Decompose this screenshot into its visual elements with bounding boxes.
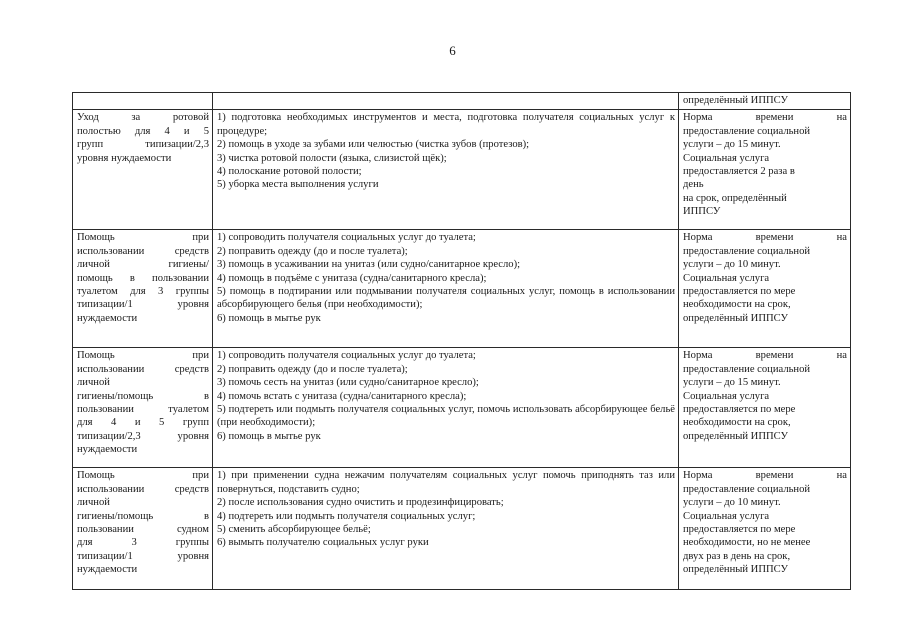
service-name-line: полостью для 4 и 5 xyxy=(77,125,209,137)
service-step: 4) помощь в подъёме с унитаза (судна/санитарного кресла); xyxy=(217,272,487,284)
service-name-line: использовании средств xyxy=(77,363,209,375)
norm-line: необходимости на срок, xyxy=(683,417,791,429)
norm-line: ИППСУ xyxy=(683,206,721,218)
norm-line: определённый ИППСУ xyxy=(683,430,789,442)
service-norm-cell xyxy=(679,110,851,230)
service-step: 5) помощь в подтирании или подмывании получателя социальных услуг, помощь в использовании абсорбирующего белья (при необходимости); xyxy=(217,286,675,311)
service-name-line: нуждаемости xyxy=(77,312,138,324)
service-name-line: групп типизации/2,3 xyxy=(77,139,209,151)
service-name-line: гигиены/помощь в xyxy=(77,390,209,402)
service-name-line: туалетом для 3 группы xyxy=(77,286,209,298)
table-row xyxy=(73,348,851,468)
norm-line: предоставляется по мере xyxy=(683,286,796,298)
service-name-line: гигиены/помощь в xyxy=(77,510,209,522)
norm-line: Социальная услуга xyxy=(683,390,770,402)
service-step: 6) вымыть получателю социальных услуг руки xyxy=(217,537,429,549)
service-name-line: личной xyxy=(77,497,110,509)
service-name-cell xyxy=(73,110,213,230)
norm-line: определённый ИППСУ xyxy=(683,312,789,324)
service-name-line: пользовании судном xyxy=(77,524,209,536)
norm-line: услуги – до 10 минут. xyxy=(683,259,781,271)
service-step: 1) сопроводить получателя социальных услуг до туалета; xyxy=(217,232,476,244)
service-name-line: нуждаемости xyxy=(77,444,138,456)
services-table xyxy=(72,92,851,590)
norm-line: Норма времени на xyxy=(683,470,847,482)
norm-line: Социальная услуга xyxy=(683,272,770,284)
service-name-line: для 4 и 5 групп xyxy=(77,417,209,429)
norm-line: предоставление социальной xyxy=(683,483,811,495)
table-row xyxy=(73,468,851,590)
service-name-line: типизации/1 уровня xyxy=(77,299,209,311)
norm-line: необходимости, но не менее xyxy=(683,537,811,549)
service-name-line: уровня нуждаемости xyxy=(77,152,172,164)
table-row xyxy=(73,93,851,110)
norm-line: предоставление социальной xyxy=(683,363,811,375)
service-step: 4) подтереть или подмыть получателя социальных услуг; xyxy=(217,510,476,522)
service-name-line: личной гигиены/ xyxy=(77,259,209,271)
service-name-cell xyxy=(73,348,213,468)
service-step: 3) чистка ротовой полости (языка, слизистой щёк); xyxy=(217,152,447,164)
norm-line: услуги – до 10 минут. xyxy=(683,497,781,509)
service-name-line: для 3 группы xyxy=(77,537,209,549)
norm-line: Социальная услуга xyxy=(683,152,770,164)
norm-line: предоставление социальной xyxy=(683,245,811,257)
service-step: 5) уборка места выполнения услуги xyxy=(217,179,379,191)
norm-line: день xyxy=(683,179,704,191)
service-step: 6) помощь в мытье рук xyxy=(217,312,321,324)
service-step: 6) помощь в мытье рук xyxy=(217,430,321,442)
service-step: 2) поправить одежду (до и после туалета); xyxy=(217,245,408,257)
service-step: 3) помочь сесть на унитаз (или судно/санитарное кресло); xyxy=(217,377,479,389)
service-step: 4) полоскание ротовой полости; xyxy=(217,166,362,178)
service-step: 1) подготовка необходимых инструментов и места, подготовка получателя социальных услуг к процедуре; xyxy=(217,112,675,137)
service-name-line: нуждаемости xyxy=(77,564,138,576)
service-step: 3) помощь в усаживании на унитаз (или судно/санитарное кресло); xyxy=(217,259,521,271)
norm-line: определённый ИППСУ xyxy=(683,564,789,576)
service-step: 4) помочь встать с унитаза (судна/санитарного кресла); xyxy=(217,390,467,402)
norm-line: необходимости на срок, xyxy=(683,299,791,311)
service-steps-cell xyxy=(213,468,679,590)
service-name-line: типизации/2,3 уровня xyxy=(77,430,209,442)
service-name-line: пользовании туалетом xyxy=(77,404,209,416)
service-name-cell xyxy=(73,468,213,590)
service-step: 2) после использования судно очистить и продезинфицировать; xyxy=(217,497,504,509)
table-row xyxy=(73,110,851,230)
norm-line: услуги – до 15 минут. xyxy=(683,139,781,151)
service-name-line: Уход за ротовой xyxy=(77,112,209,124)
norm-line: предоставляется по мере xyxy=(683,524,796,536)
page-number: 6 xyxy=(449,43,456,58)
service-name-line: типизации/1 уровня xyxy=(77,550,209,562)
service-name-line: помощь в пользовании xyxy=(77,272,209,284)
norm-line: двух раз в день на срок, xyxy=(683,550,791,562)
norm-line: Норма времени на xyxy=(683,112,847,124)
table-row xyxy=(73,230,851,348)
service-norm-cell xyxy=(679,230,851,348)
service-step: 1) сопроводить получателя социальных услуг до туалета; xyxy=(217,350,476,362)
service-step: 2) поправить одежду (до и после туалета); xyxy=(217,363,408,375)
norm-line: предоставление социальной xyxy=(683,125,811,137)
norm-line: предоставляется по мере xyxy=(683,404,796,416)
service-step: 2) помощь в уходе за зубами или челюстью (чистка зубов (протезов); xyxy=(217,139,530,151)
service-name-line: личной xyxy=(77,377,110,389)
table-cell xyxy=(679,93,851,110)
norm-line: услуги – до 15 минут. xyxy=(683,377,781,389)
norm-text: определённый ИППСУ xyxy=(683,95,789,106)
service-steps-cell xyxy=(213,110,679,230)
service-step: 5) сменить абсорбирующее бельё; xyxy=(217,524,371,536)
table-cell xyxy=(213,93,679,110)
service-steps-cell xyxy=(213,230,679,348)
service-name-line: использовании средств xyxy=(77,483,209,495)
service-name-line: Помощь при xyxy=(77,470,209,482)
service-steps-cell xyxy=(213,348,679,468)
norm-line: Норма времени на xyxy=(683,350,847,362)
service-step: 5) подтереть или подмыть получателя социальных услуг, помочь использовать абсорбирующее бельё (при необходимости); xyxy=(217,404,675,429)
norm-line: на срок, определённый xyxy=(683,192,787,204)
service-name-cell xyxy=(73,230,213,348)
service-name-line: Помощь при xyxy=(77,232,209,244)
service-step: 1) при применении судна нежачим получателям социальных услуг помочь приподнять таз или повернуться, подставить судно; xyxy=(217,470,675,495)
norm-line: Норма времени на xyxy=(683,232,847,244)
service-norm-cell xyxy=(679,348,851,468)
service-name-line: Помощь при xyxy=(77,350,209,362)
table-cell xyxy=(73,93,213,110)
norm-line: Социальная услуга xyxy=(683,510,770,522)
service-norm-cell xyxy=(679,468,851,590)
norm-line: предоставляется 2 раза в xyxy=(683,166,795,178)
service-name-line: использовании средств xyxy=(77,245,209,257)
